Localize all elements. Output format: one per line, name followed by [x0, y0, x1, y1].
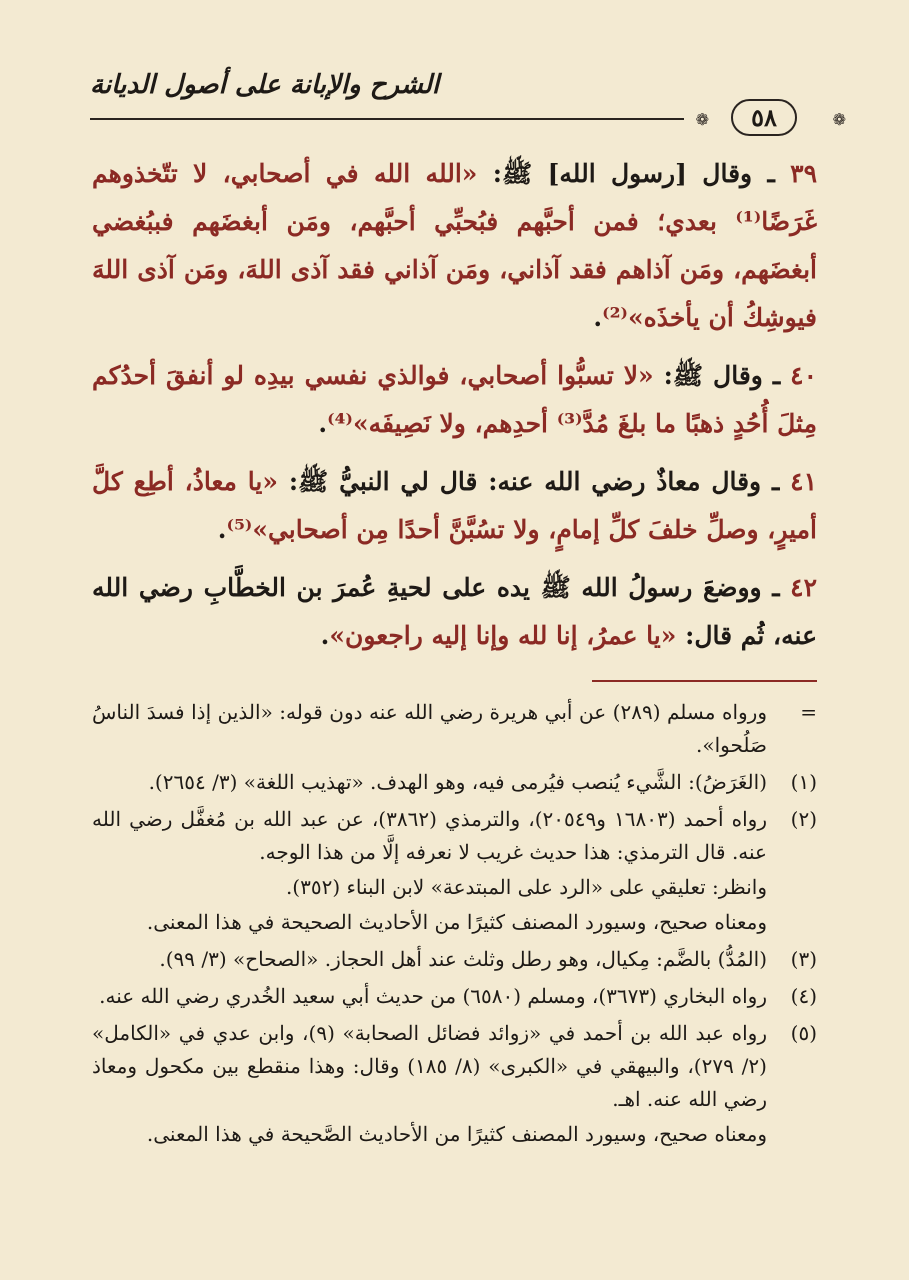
- footnote-marker: (١): [790, 770, 817, 794]
- page-header: [90, 66, 854, 132]
- footnote-text: [92, 803, 767, 941]
- footnote: [92, 803, 817, 941]
- ornament-icon: ❁: [695, 110, 709, 129]
- hadith-quote: «الله الله في أصحابي، لا تتّخذوهم غَرَضًا⁽¹⁾ بعدي؛ فمن أحبَّهم فبُحبِّي أحبَّهم، ومَن أبغضَهم فببُغضي أبغضَهم، ومَن آذاهم فقد آذاني، ومَن آذاني فقد آذى اللهَ، ومَن آذى اللهَ فيوشِكُ أن يأخذَه»⁽²⁾: [92, 159, 817, 332]
- footnotes: [92, 696, 817, 1155]
- footnote: [92, 1017, 817, 1153]
- footnote-paragraph: رواه أحمد (١٦٨٠٣ و٢٠٥٤٩)، والترمذي (٣٨٦٢)، عن عبد الله بن مُغفَّل رضي الله عنه. قال الترمذي: هذا حديث غريب لا نعرفه إلَّا من هذا الوجه.: [92, 807, 767, 864]
- footnote-marker: (٤): [790, 984, 817, 1008]
- hadith-number: ٣٩: [790, 159, 818, 188]
- hadith-paragraph: [92, 564, 817, 660]
- footnote-paragraph: وانظر: تعليقي على «الرد على المبتدعة» لابن البناء (٣٥٢).: [285, 875, 767, 899]
- hadith-intro: ـ وقال ﷺ:: [653, 361, 791, 390]
- hadith-tail: .: [593, 303, 603, 332]
- footnote: [92, 943, 817, 978]
- hadith-quote: «يا معاذُ، أطِع كلَّ أميرٍ، وصلِّ خلفَ كلِّ إمامٍ، ولا تسُبَّنَّ أحدًا مِن أصحابي»⁽⁵⁾: [92, 467, 817, 544]
- hadith-quote: «يا عمرُ، إنا لله وإنا إليه راجعون»: [329, 621, 677, 650]
- page-number-badge: [714, 96, 814, 138]
- footnote: [92, 696, 817, 764]
- footnote-paragraph: ومعناه صحيح، وسيورد المصنف كثيرًا من الأحاديث الصحيحة في هذا المعنى.: [146, 910, 767, 934]
- hadith-quote: «لا تسبُّوا أصحابي، فوالذي نفسي بيدِه لو أنفقَ أحدُكم مِثلَ أُحُدٍ ذهبًا ما بلغَ مُدَّ⁽³⁾ أحدِهم، ولا نَصِيفَه»⁽⁴⁾: [92, 361, 817, 438]
- header-rule: [90, 118, 684, 120]
- footnote-marker: =: [800, 700, 817, 724]
- hadith-tail: .: [217, 515, 227, 544]
- footnote-divider: [592, 680, 817, 682]
- hadith-number: ٤٢: [790, 573, 817, 602]
- hadith-number: ٤١: [790, 467, 817, 496]
- footnote: [92, 980, 817, 1015]
- hadith-paragraph: [92, 458, 817, 554]
- footnote-paragraph: رواه البخاري (٣٦٧٣)، ومسلم (٦٥٨٠) من حديث أبي سعيد الخُدري رضي الله عنه.: [99, 984, 767, 1008]
- ornament-icon: ❁: [832, 110, 846, 129]
- footnote-marker: (٥): [790, 1021, 817, 1045]
- hadith-intro: ـ ووضعَ رسولُ الله ﷺ يده على لحيةِ عُمرَ بن الخطَّابِ رضي الله عنه، ثُم قال:: [92, 573, 817, 650]
- hadith-paragraph: [92, 150, 817, 342]
- footnote-paragraph: رواه عبد الله بن أحمد في «زوائد فضائل الصحابة» (٩)، وابن عدي في «الكامل» (٢/ ٢٧٩)، والبيهقي في «الكبرى» (٨/ ١٨٥) وقال: وهذا منقطع بين مكحول ومعاذ رضي الله عنه. اهـ.: [92, 1021, 767, 1111]
- footnote: [92, 766, 817, 801]
- footnote-text: [92, 1017, 767, 1153]
- footnote-text: [92, 696, 767, 764]
- hadith-tail: .: [320, 621, 330, 650]
- footnote-text: [92, 943, 767, 978]
- hadith-intro: ـ وقال معاذٌ رضي الله عنه: قال لي النبيُّ ﷺ:: [277, 467, 791, 496]
- footnote-marker: (٢): [790, 807, 817, 831]
- footnote-marker: (٣): [790, 947, 817, 971]
- footnote-text: [92, 980, 767, 1015]
- footnote-paragraph: ورواه مسلم (٢٨٩) عن أبي هريرة رضي الله عنه دون قوله: «الذين إذا فسدَ الناسُ صَلُحوا».: [92, 700, 767, 757]
- footnote-paragraph: (المُدُّ) بالضَّم: مِكيال، وهو رطل وثلث عند أهل الحجاز. «الصحاح» (٣/ ٩٩).: [159, 947, 767, 971]
- hadith-number: ٤٠: [790, 361, 817, 390]
- hadith-intro: ـ وقال [رسول الله] ﷺ:: [477, 159, 791, 188]
- main-text: [92, 150, 817, 670]
- footnote-text: [92, 766, 767, 801]
- footnote-paragraph: (الغَرَضُ): الشَّيء يُنصب فيُرمى فيه، وهو الهدف. «تهذيب اللغة» (٣/ ٢٦٥٤).: [148, 770, 767, 794]
- hadith-paragraph: [92, 352, 817, 448]
- page-number: ٥٨: [731, 99, 797, 136]
- footnote-paragraph: ومعناه صحيح، وسيورد المصنف كثيرًا من الأحاديث الصَّحيحة في هذا المعنى.: [146, 1122, 767, 1146]
- hadith-tail: .: [318, 409, 328, 438]
- running-book-title: الشرح والإبانة على أصول الديانة: [90, 70, 440, 100]
